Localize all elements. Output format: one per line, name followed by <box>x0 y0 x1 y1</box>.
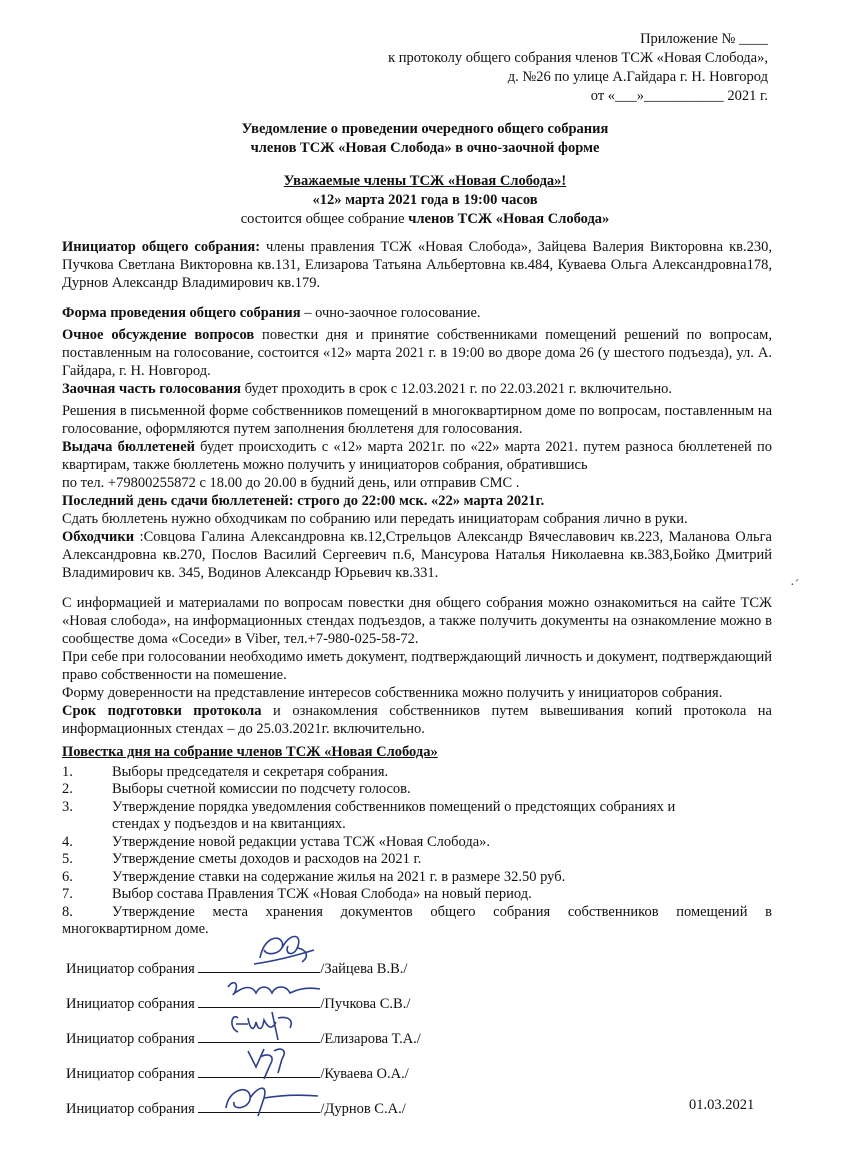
agenda-item <box>62 886 772 904</box>
last-day-paragraph: Последний день сдачи бюллетеней: строго до 22:00 мск. «22» марта 2021г. <box>62 493 545 509</box>
greeting-line: Уважаемые члены ТСЖ «Новая Слобода»! <box>283 173 567 189</box>
walkers-text: :Совцова Галина Александровна кв.12,Стрельцов Александр Вячеславович кв.223, Маланова Ольга Александровна кв.270, Послов Василий Сергеевич п.6, Мансурова Наталья Николаевна кв.383,Бойко Дмитрий Владимирович кв. 345, Водинов Александр Юрьевич кв.331. <box>62 529 772 581</box>
initiator-label: Инициатор общего собрания: <box>62 239 261 255</box>
discussion-text: повестки дня и принятие собственниками помещений решений по вопросам, поставленным на голосование, состоится «12» марта 2021 г. в 19:00 во дворе дома 26 (у шестого подъезда), ул. А. Гайдара, г. Н. Новгород. <box>62 327 772 379</box>
notice-body <box>62 238 772 738</box>
handwritten-signature-icon <box>198 1068 328 1118</box>
discussion-label: Очное обсуждение вопросов <box>62 327 255 343</box>
agenda-section <box>62 744 772 939</box>
agenda-item-text: Выборы председателя и секретаря собрания. <box>112 763 389 780</box>
greeting-block <box>0 172 850 229</box>
ballots-phone-line: по тел. +79800255872 с 18.00 до 20.00 в будний день, или отправив СМС . <box>62 475 520 491</box>
absentee-text: будет проходить в срок с 12.03.2021 г. по 22.03.2021 г. включительно. <box>240 381 673 397</box>
form-text: – очно-заочное голосование. <box>300 305 481 321</box>
protocol-reference: к протоколу общего собрания членов ТСЖ «Новая Слобода», <box>388 50 768 66</box>
agenda-item <box>62 834 772 852</box>
protocol-paragraph <box>62 702 772 738</box>
initiator-text: члены правления ТСЖ «Новая Слобода», Зайцева Валерия Викторовна кв.230, Пучкова Светлана Викторовна кв.131, Елизарова Татьяна Альбертовна кв.484, Куваева Ольга Александровна178, Дурнов Александр Владимирович кв.179. <box>62 239 772 291</box>
agenda-item <box>62 781 772 799</box>
ballots-text: будет происходить с «12» марта 2021г. по «22» марта 2021. путем разноса бюллетеней по квартирам, также бюллетень можно получить у инициаторов собрания, обратившись <box>62 439 772 473</box>
documents-paragraph: При себе при голосовании необходимо иметь документ, подтверждающий личность и документ, подтверждающий право собственности на помешение. <box>62 649 772 683</box>
form-label: Форма проведения общего собрания <box>62 305 301 321</box>
absentee-paragraph <box>62 380 772 398</box>
agenda-item-text: Выборы счетной комиссии по подсчету голосов. <box>112 781 411 797</box>
meeting-announcement <box>0 210 850 229</box>
appendix-number: Приложение № ____ <box>640 31 768 47</box>
signature-label: Инициатор собрания <box>66 996 199 1012</box>
agenda-item-text: Утверждение порядка уведомления собственников помещений о предстоящих собраниях и стендах у подъездов и на квитанциях. <box>112 798 676 832</box>
agenda-item-text: Утверждение сметы доходов и расходов на 2021 г. <box>112 851 422 867</box>
announcement-text: состоится общее собрание <box>240 211 409 227</box>
meeting-date-line: «12» марта 2021 года в 19:00 часов <box>312 192 538 208</box>
protocol-text: и ознакомления собственников путем вывешивания копий протокола на информационных стендах – до 25.03.2021г. включительно. <box>62 703 772 737</box>
title-line-1: Уведомление о проведении очередного общего собрания <box>241 121 609 137</box>
hand-in-paragraph: Сдать бюллетень нужно обходчикам по собранию или передать инициаторам собрания лично в руки. <box>62 511 688 527</box>
signature-label: Инициатор собрания <box>66 1066 199 1082</box>
protocol-label: Срок подготовки протокола <box>62 703 262 719</box>
agenda-item-number: 3. <box>62 798 73 815</box>
decisions-paragraph: Решения в письменной форме собственников помещений в многоквартирном доме по вопросам, поставленным на голосование, оформляются путем заполнения бюллетеня для голосования. <box>62 403 772 437</box>
info-paragraph: С информацией и материалами по вопросам повестки дня общего собрания можно ознакомиться на сайте ТСЖ «Новая слобода», на информационных стендах подъездов, а также получить документы на ознакомление можно в сообществе дома «Соседи» в Viber, тел.+7-980-025-58-72. <box>62 595 772 647</box>
walkers-label: Обходчики <box>62 529 135 545</box>
agenda-item <box>62 799 772 834</box>
proxy-paragraph: Форму доверенности на представление интересов собственника можно получить у инициаторов собрания. <box>62 685 723 701</box>
address-line: д. №26 по улице А.Гайдара г. Н. Новгород <box>507 69 768 85</box>
agenda-item <box>62 851 772 869</box>
signature-label: Инициатор собрания <box>66 1031 199 1047</box>
title-line-2: членов ТСЖ «Новая Слобода» в очно-заочной форме <box>250 140 600 156</box>
agenda-item-number: 5. <box>62 851 73 867</box>
document-title <box>0 120 850 158</box>
discussion-paragraph <box>62 326 772 380</box>
agenda-item-number: 4. <box>62 833 73 850</box>
agenda-item-number: 6. <box>62 868 73 885</box>
signature-line <box>198 1098 320 1113</box>
ballots-label: Выдача бюллетеней <box>62 439 195 455</box>
signature-name: /Пучкова С.В./ <box>320 996 411 1012</box>
agenda-item-number: 2. <box>62 781 73 797</box>
signature-name: /Куваева О.А./ <box>320 1066 409 1082</box>
signature-label: Инициатор собрания <box>66 961 199 977</box>
scan-speck: ·ˊ <box>790 578 800 593</box>
signature-name: /Елизарова Т.А./ <box>320 1031 421 1047</box>
form-paragraph <box>62 304 772 322</box>
signature-name: /Дурнов С.А./ <box>320 1101 406 1117</box>
agenda-item-number: 1. <box>62 763 73 780</box>
agenda-item-text: Утверждение ставки на содержание жилья на 2021 г. в размере 32.50 руб. <box>112 868 566 885</box>
signature-name: /Зайцева В.В./ <box>320 961 408 977</box>
agenda-item-number: 8. <box>62 903 73 920</box>
agenda-item-number: 7. <box>62 886 73 902</box>
agenda-title: Повестка дня на собрание членов ТСЖ «Новая Слобода» <box>62 744 438 760</box>
announcement-members: членов ТСЖ «Новая Слобода» <box>408 211 610 227</box>
ballots-paragraph <box>62 438 772 474</box>
header-date-line: от «___»___________ 2021 г. <box>590 88 768 104</box>
absentee-label: Заочная часть голосования <box>62 381 241 397</box>
signature-row <box>66 1098 406 1118</box>
agenda-item <box>62 764 772 782</box>
initiator-paragraph <box>62 238 772 292</box>
appendix-header <box>388 30 768 106</box>
agenda-item-text: Утверждение места хранения документов общего собрания собственников помещений в многоквартирном доме. <box>62 903 772 937</box>
signature-label: Инициатор собрания <box>66 1101 199 1117</box>
walkers-paragraph <box>62 528 772 582</box>
agenda-item <box>62 869 772 887</box>
document-date: 01.03.2021 <box>689 1097 755 1113</box>
agenda-item-text: Утверждение новой редакции устава ТСЖ «Новая Слобода». <box>112 833 491 850</box>
agenda-item-last <box>62 904 772 939</box>
agenda-item-text: Выбор состава Правления ТСЖ «Новая Слобода» на новый период. <box>112 886 532 902</box>
